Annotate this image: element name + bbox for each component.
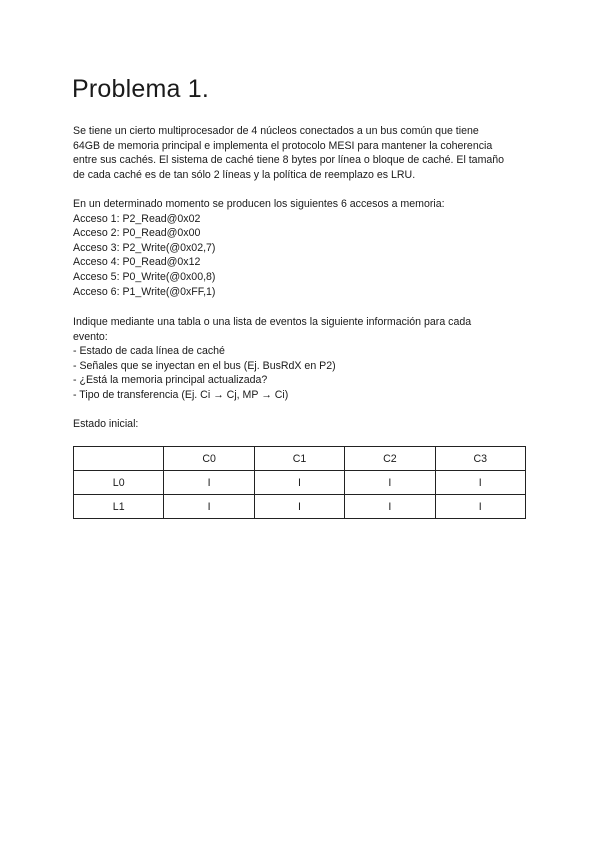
access-item: Acceso 2: P0_Read@0x00 <box>73 227 201 240</box>
table-header-cell: C2 <box>345 447 435 471</box>
table-cell: I <box>164 495 254 519</box>
table-row <box>74 471 526 495</box>
initial-state-label: Estado inicial: <box>73 418 139 430</box>
table-cell: I <box>435 471 525 495</box>
table-header-cell: C0 <box>164 447 254 471</box>
table-row <box>74 495 526 519</box>
intro-line: Se tiene un cierto multiprocesador de 4 núcleos conectados a un bus común que tiene <box>73 125 479 137</box>
table-cell: I <box>164 471 254 495</box>
problem-title: Problema 1. <box>72 75 209 103</box>
instructions-paragraph <box>73 315 543 403</box>
access-item: Acceso 4: P0_Read@0x12 <box>73 256 201 269</box>
table-row-label: L1 <box>74 495 164 519</box>
intro-line: entre sus cachés. El sistema de caché tiene 8 bytes por línea o bloque de caché. El tamaño <box>73 154 505 167</box>
table-cell: I <box>345 471 435 495</box>
access-item: Acceso 1: P2_Read@0x02 <box>73 212 201 225</box>
table-cell: I <box>254 495 344 519</box>
intro-line: 64GB de memoria principal e implementa el protocolo MESI para mantener la coherencia <box>73 139 493 152</box>
accesses-paragraph <box>73 197 543 299</box>
initial-state-table <box>73 446 526 519</box>
instructions-item: - Señales que se inyectan en el bus (Ej. BusRdX en P2) <box>73 359 336 372</box>
instructions-item: - Tipo de transferencia (Ej. Ci → Cj, MP → Ci) <box>73 388 289 401</box>
table-header-row <box>74 447 526 471</box>
instructions-line: Indique mediante una tabla o una lista de eventos la siguiente información para cada <box>73 316 472 328</box>
access-item: Acceso 5: P0_Write(@0x00,8) <box>73 270 216 283</box>
table-row-label: L0 <box>74 471 164 495</box>
table-header-cell: C1 <box>254 447 344 471</box>
instructions-line: evento: <box>73 330 108 343</box>
table-header-cell <box>74 447 164 471</box>
instructions-item: - Estado de cada línea de caché <box>73 345 225 358</box>
access-item: Acceso 3: P2_Write(@0x02,7) <box>73 241 216 254</box>
table-cell: I <box>254 471 344 495</box>
table-cell: I <box>435 495 525 519</box>
table-cell: I <box>345 495 435 519</box>
intro-paragraph <box>73 124 543 182</box>
access-item: Acceso 6: P1_Write(@0xFF,1) <box>73 285 216 298</box>
table-header-cell: C3 <box>435 447 525 471</box>
instructions-item: - ¿Está la memoria principal actualizada? <box>73 374 268 387</box>
accesses-intro-line: En un determinado momento se producen los siguientes 6 accesos a memoria: <box>73 198 445 210</box>
intro-line: de cada caché es de tan sólo 2 líneas y la política de reemplazo es LRU. <box>73 168 416 181</box>
